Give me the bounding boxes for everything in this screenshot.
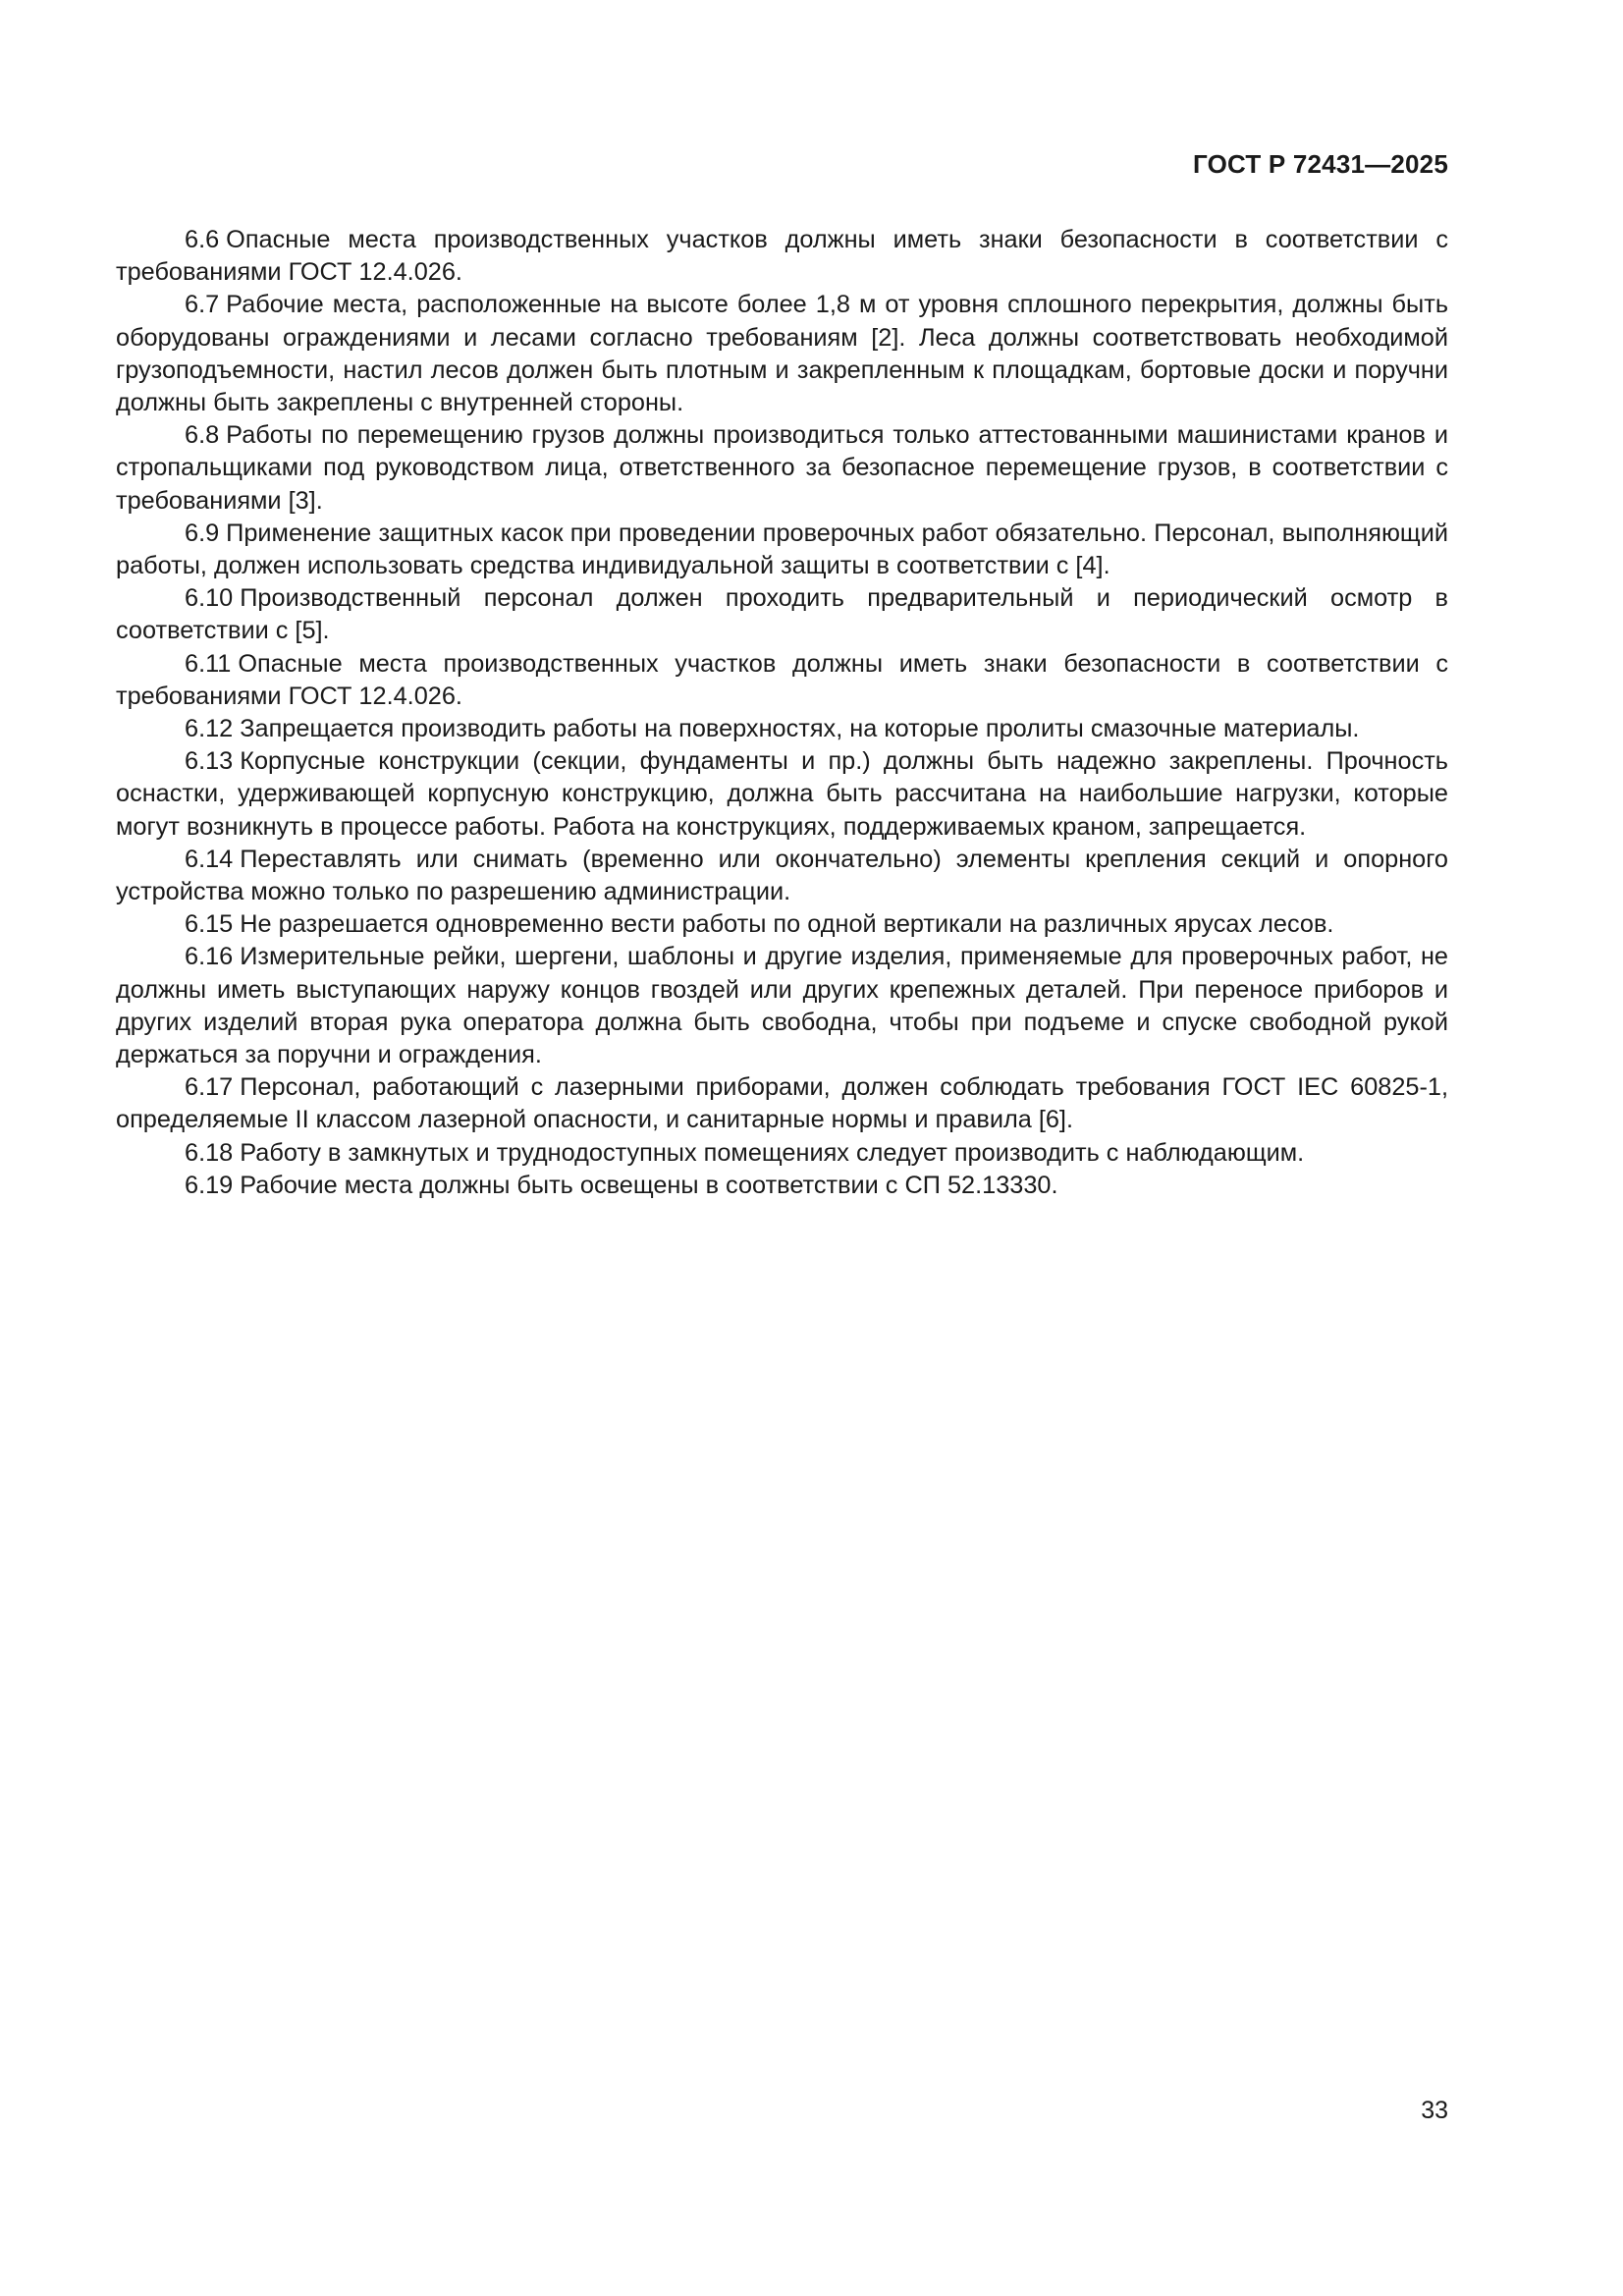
paragraph-number: 6.14 (185, 845, 234, 873)
paragraph-number: 6.16 (185, 943, 234, 971)
paragraph-text: Работы по перемещению грузов должны производиться только аттестованными машинистами кранов и стропальщиками под руководством лица, ответственного за безопасное перемещение грузов, в соответствии с требованиями [3]. (116, 421, 1448, 515)
paragraph-text: Применение защитных касок при проведении проверочных работ обязательно. Персонал, выполняющий работы, должен использовать средства индивидуальной защиты в соответствии с [4]. (116, 519, 1448, 580)
paragraph-text: Запрещается производить работы на поверхностях, на которые пролиты смазочные материалы. (240, 715, 1360, 743)
paragraph-number: 6.6 (185, 226, 220, 253)
paragraph-text: Опасные места производственных участков должны иметь знаки безопасности в соответствии с требованиями ГОСТ 12.4.026. (116, 226, 1448, 287)
paragraph-text: Производственный персонал должен проходить предварительный и периодический осмотр в соответствии с [5]. (116, 584, 1448, 645)
paragraph-6-9 (116, 518, 1448, 582)
paragraph-text: Работу в замкнутых и труднодоступных помещениях следует производить с наблюдающим. (240, 1138, 1305, 1167)
paragraph-text: Переставлять или снимать (временно или окончательно) элементы крепления секций и опорного устройства можно только по разрешению администрации. (116, 845, 1448, 906)
paragraph-number: 6.19 (185, 1171, 234, 1199)
paragraph-number: 6.12 (185, 715, 234, 743)
paragraph-text: Рабочие места, расположенные на высоте более 1,8 м от уровня сплошного перекрытия, должны быть оборудованы ограждениями и лесами согласно требованиям [2]. Леса должны соответствовать необходимой грузоподъемности, настил лесов должен быть плотным и закрепленным к площадкам, бортовые доски и поручни должны быть закреплены с внутренней стороны. (116, 291, 1448, 417)
paragraph-text: Опасные места производственных участков должны иметь знаки безопасности в соответствии с требованиями ГОСТ 12.4.026. (116, 649, 1448, 710)
paragraph-text: Рабочие места должны быть освещены в соответствии с СП 52.13330. (240, 1171, 1058, 1199)
paragraph-number: 6.17 (185, 1073, 234, 1102)
paragraph-6-11 (116, 648, 1448, 713)
paragraph-number: 6.15 (185, 910, 234, 939)
paragraph-6-16 (116, 941, 1448, 1071)
paragraph-6-6 (116, 224, 1448, 289)
paragraph-number: 6.7 (185, 291, 220, 319)
page-number: 33 (1421, 2097, 1448, 2124)
paragraph-6-10 (116, 582, 1448, 647)
paragraph-6-17 (116, 1071, 1448, 1136)
paragraph-6-18 (116, 1137, 1448, 1170)
paragraph-text: Корпусные конструкции (секции, фундаменты и пр.) должны быть надежно закреплены. Прочность оснастки, удерживающей корпусную конструкцию, должна быть рассчитана на наибольшие нагрузки, которые могут возникнуть в процессе работы. Работа на конструкциях, поддерживаемых краном, запрещается. (116, 747, 1448, 841)
paragraph-6-12 (116, 713, 1448, 745)
paragraph-6-8 (116, 419, 1448, 518)
paragraph-6-19 (116, 1170, 1448, 1202)
paragraph-6-7 (116, 289, 1448, 419)
paragraph-number: 6.9 (185, 519, 220, 547)
paragraph-text: Персонал, работающий с лазерными приборами, должен соблюдать требования ГОСТ IEC 60825-1, определяемые II классом лазерной опасности, и санитарные нормы и правила [6]. (116, 1073, 1448, 1134)
paragraph-6-15 (116, 908, 1448, 941)
document-body (116, 224, 1448, 1202)
paragraph-number: 6.13 (185, 747, 234, 776)
paragraph-text: Не разрешается одновременно вести работы по одной вертикали на различных ярусах лесов. (240, 910, 1334, 939)
document-header: ГОСТ Р 72431—2025 (1193, 149, 1448, 179)
paragraph-6-14 (116, 844, 1448, 908)
paragraph-number: 6.11 (185, 649, 232, 678)
paragraph-number: 6.18 (185, 1138, 234, 1167)
paragraph-number: 6.8 (185, 421, 220, 450)
paragraph-6-13 (116, 745, 1448, 844)
paragraph-text: Измерительные рейки, шергени, шаблоны и другие изделия, применяемые для проверочных работ, не должны иметь выступающих наружу концов гвоздей или других крепежных деталей. При переносе приборов и других изделий вторая рука оператора должна быть свободна, чтобы при подъеме и спуске свободной рукой держаться за поручни и ограждения. (116, 943, 1448, 1069)
paragraph-number: 6.10 (185, 584, 234, 613)
